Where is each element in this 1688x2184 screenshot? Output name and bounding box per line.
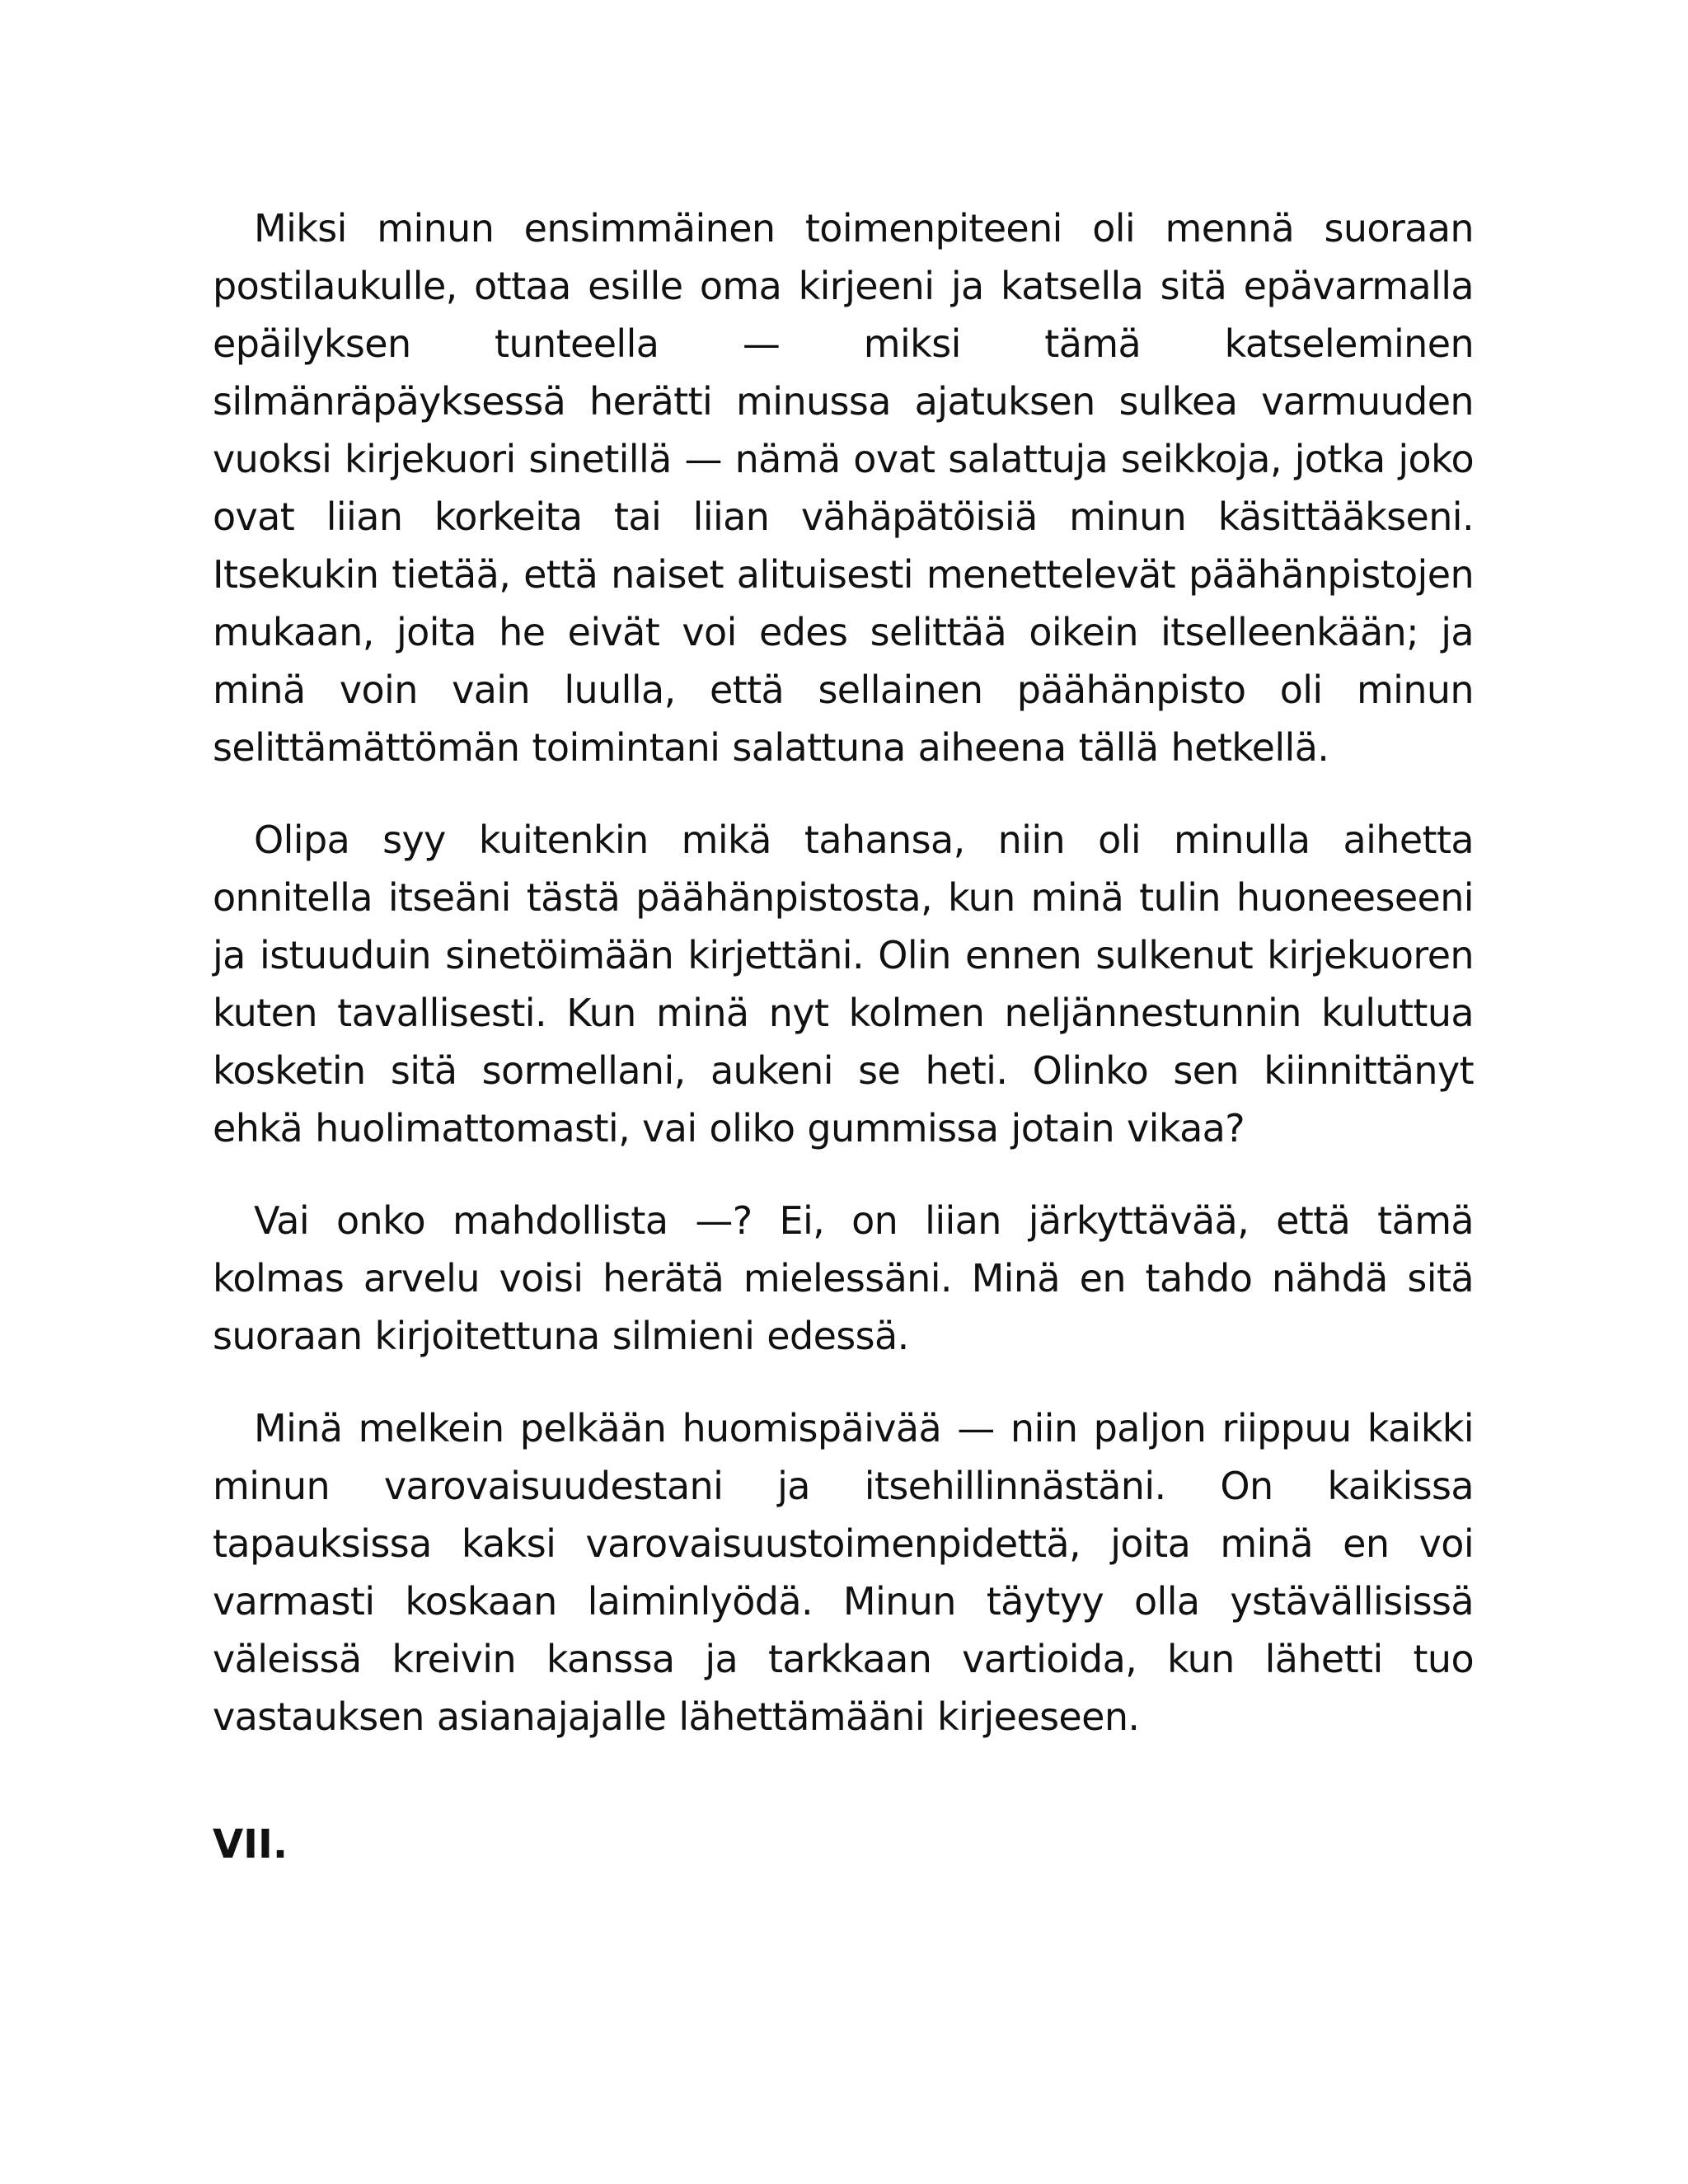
paragraph-2: Olipa syy kuitenkin mikä tahansa, niin oli minulla aihetta onnitella itseäni tästä päähänpistosta, kun minä tulin huoneeseeni ja istuuduin sinetöimään kirjettäni. Olin ennen sulkenut kirjekuoren kuten tavallisesti. Kun minä nyt kolmen neljännestunnin kuluttua kosketin sitä sormellani, aukeni se heti. Olinko sen kiinnittänyt ehkä huolimattomasti, vai oliko gummissa jotain vikaa?: [213, 818, 1474, 1151]
paragraph-3: Vai onko mahdollista —? Ei, on liian järkyttävää, että tämä kolmas arvelu voisi herätä mielessäni. Minä en tahdo nähdä sitä suoraan kirjoitettuna silmieni edessä.: [213, 1198, 1474, 1358]
paragraph-4: Minä melkein pelkään huomispäivää — niin paljon riippuu kaikki minun varovaisuudestani ja itsehillinnästäni. On kaikissa tapauksissa kaksi varovaisuustoimenpidettä, joita minä en voi varmasti koskaan laiminlyödä. Minun täytyy olla ystävällisissä väleissä kreivin kanssa ja tarkkaan vartioida, kun lähetti tuo vastauksen asianajajalle lähettämääni kirjeeseen.: [213, 1406, 1474, 1739]
chapter-heading: VII.: [213, 1821, 288, 1868]
document-page: [213, 199, 1474, 1873]
paragraph-1: Miksi minun ensimmäinen toimenpiteeni oli mennä suoraan postilaukulle, ottaa esille oma kirjeeni ja katsella sitä epävarmalla epäilyksen tunteella — miksi tämä katseleminen silmänräpäyksessä herätti minussa ajatuksen sulkea varmuuden vuoksi kirjekuori sinetillä — nämä ovat salattuja seikkoja, jotka joko ovat liian korkeita tai liian vähäpätöisiä minun käsittääkseni. Itsekukin tietää, että naiset alituisesti menettelevät päähänpistojen mukaan, joita he eivät voi edes selittää oikein itselleenkään; ja minä voin vain luulla, että sellainen päähänpisto oli minun selittämättömän toimintani salattuna aiheena tällä hetkellä.: [213, 206, 1474, 770]
